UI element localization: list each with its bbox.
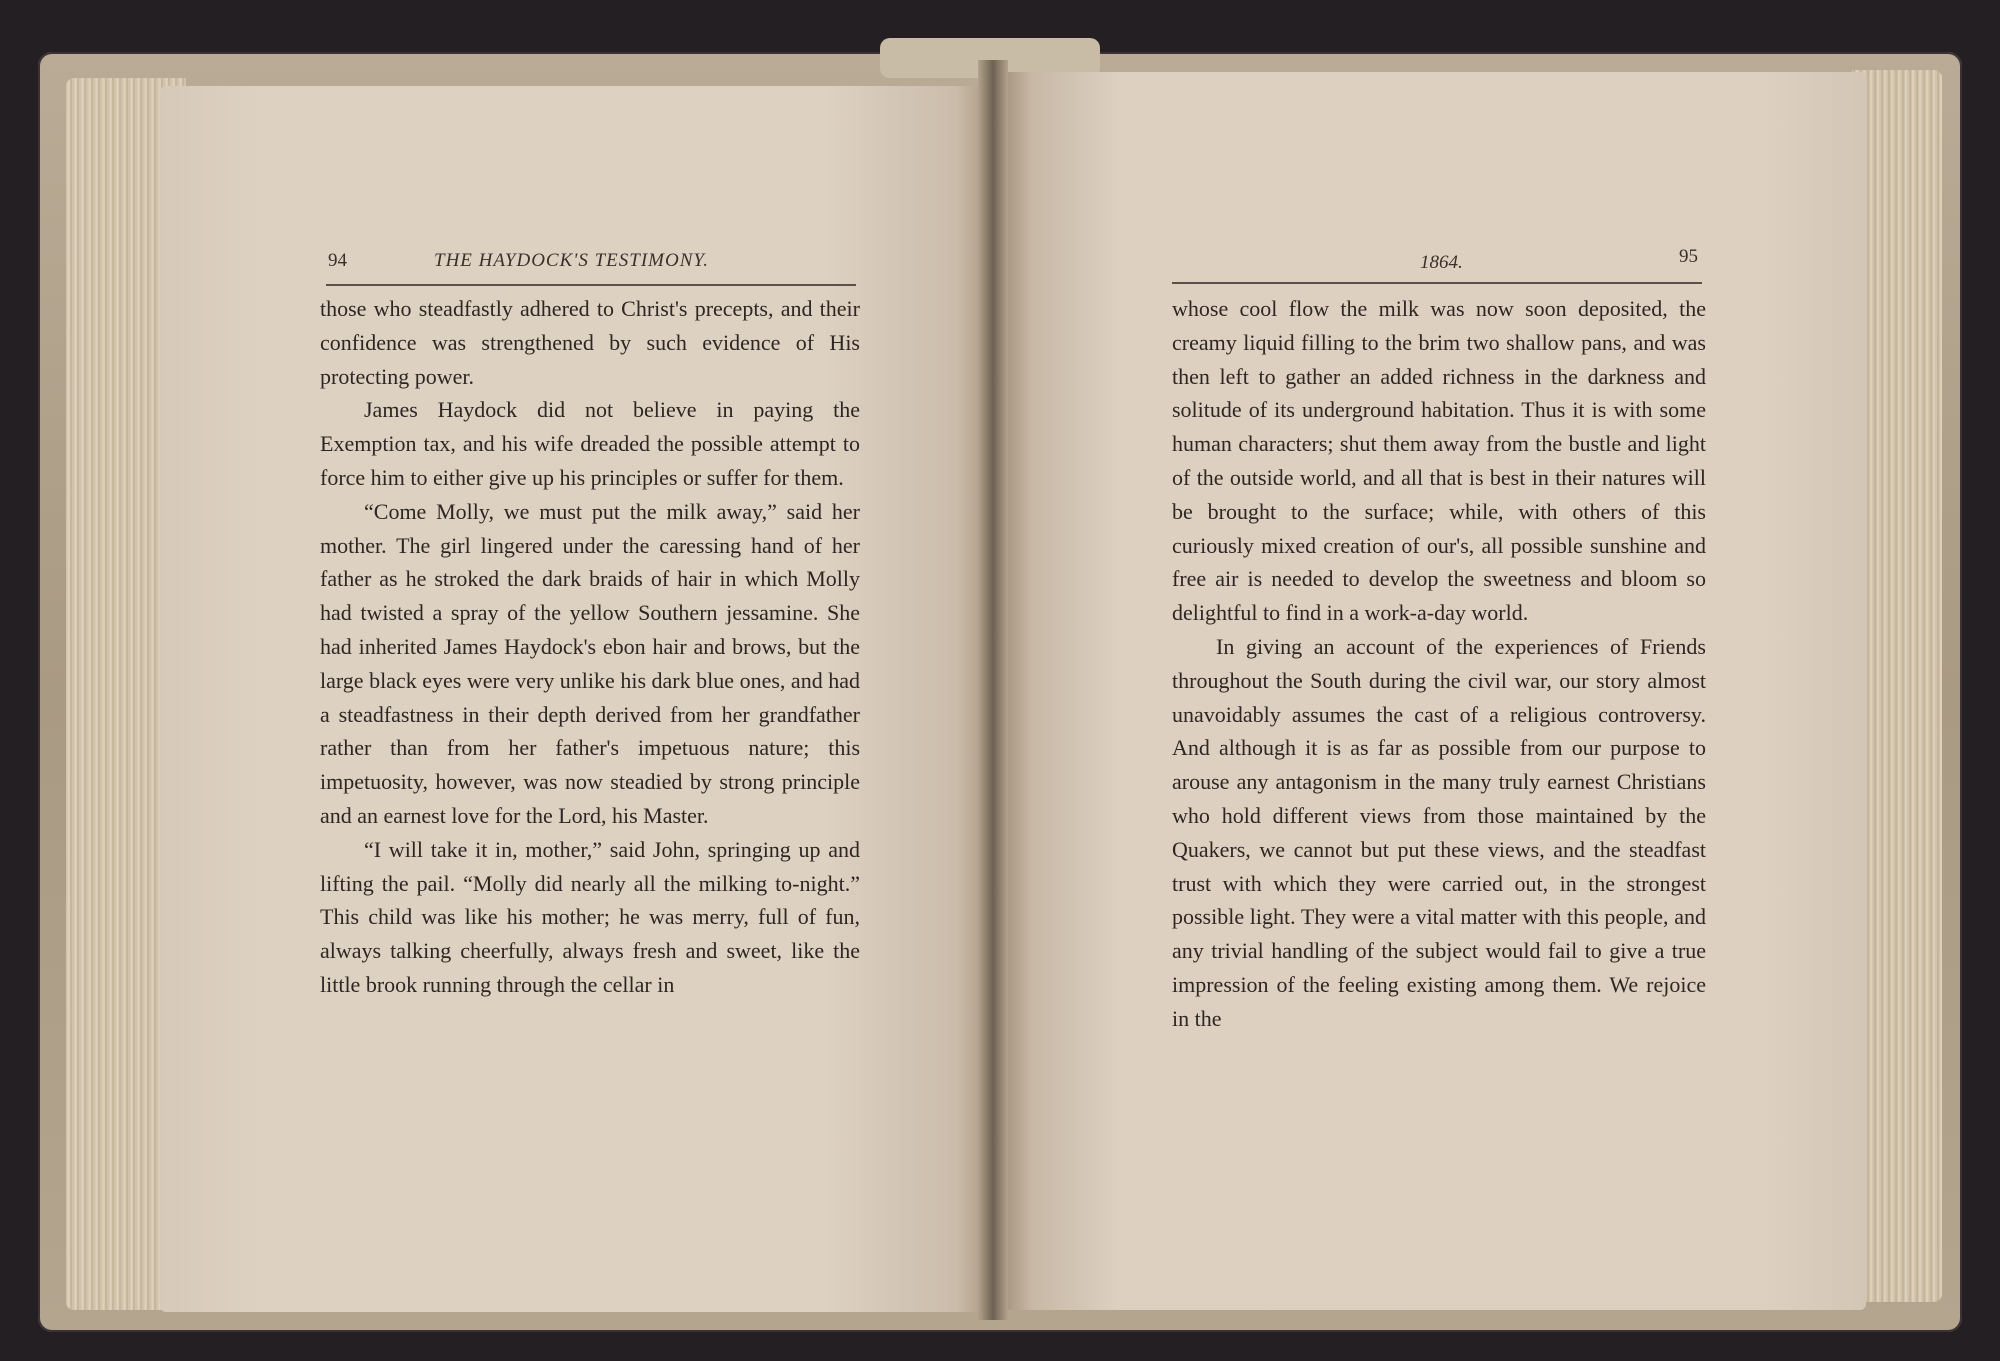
paragraph: James Haydock did not believe in paying the Exemption tax, and his wife dreaded the possible attempt to force him to either give up his principles or suffer for them. [320, 397, 860, 490]
left-page-number: 94 [328, 250, 347, 271]
paragraph: whose cool flow the milk was now soon deposited, the creamy liquid filling to the brim two shallow pans, and was then left to gather an added richness in the darkness and solitude of its underground habitation. Thus it is with some human characters; shut them away from the bustle and light of the outside world, and all that is best in their natures will be brought to the surface; while, with others of this curiously mixed creation of our's, all possible sunshine and free air is needed to develop the sweetness and bloom so delightful to find in a work-a-day world. [1172, 296, 1706, 626]
book-gutter [978, 60, 1008, 1320]
paragraph: those who steadfastly adhered to Christ's precepts, and their confidence was strengthened by such evidence of His protecting power. [320, 296, 860, 389]
paragraph: In giving an account of the experiences of Friends throughout the South during the civil war, our story almost unavoidably assumes the cast of a religious controversy. And although it is as far as possible from our purpose to arouse any antagonism in the many truly earnest Christians who hold different views from those maintained by the Quakers, we cannot but put these views, and the steadfast trust with which they were carried out, in the strongest possible light. They were a vital matter with this people, and any trivial handling of the subject would fail to give a true impression of the feeling existing among them. We rejoice in the [1172, 633, 1706, 1031]
right-running-title: 1864. [1420, 252, 1463, 273]
paragraph: “I will take it in, mother,” said John, springing up and lifting the pail. “Molly did nearly all the milking to-night.” This child was like his mother; he was merry, full of fun, always talking cheerfully, always fresh and sweet, like the little brook running through the cellar in [320, 836, 860, 997]
left-page-text [320, 292, 860, 1002]
left-running-title: THE HAYDOCK'S TESTIMONY. [434, 250, 709, 271]
right-page-text [1172, 292, 1706, 1036]
right-running-head [1172, 246, 1702, 284]
paragraph: “Come Molly, we must put the milk away,” said her mother. The girl lingered under the caressing hand of her father as he stroked the dark braids of hair in which Molly had twisted a spray of the yellow Southern jessamine. She had inherited James Haydock's ebon hair and brows, but the large black eyes were very unlike his dark blue ones, and had a steadfastness in their depth derived from her grandfather rather than from her father's impetuous nature; this impetuosity, however, was now steadied by strong principle and an earnest love for the Lord, his Master. [320, 498, 860, 828]
right-page-number: 95 [1679, 246, 1698, 267]
left-running-head [326, 248, 856, 286]
